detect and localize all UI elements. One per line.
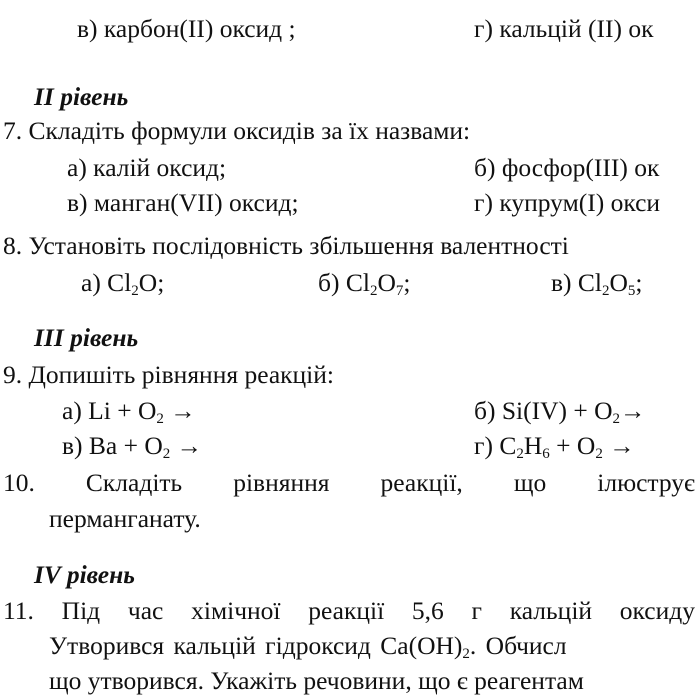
q9-g-sub1: 2 [516,446,524,462]
q6-option-g: г) кальцій (II) ок [474,14,654,43]
question-9: 9. Допишіть рівняння реакцій: [3,360,335,389]
q8-v-label: в) Cl [551,268,602,297]
q8-b-o: O [377,268,396,297]
q7-option-a: а) калій оксид; [67,153,227,182]
q6-option-v: в) карбон(II) оксид ; [77,14,296,43]
q9-a-sub: 2 [156,411,164,427]
q9-g-text2: H [523,431,543,460]
question-10-line-2: перманганату. [49,504,201,533]
q9-g-text3: + O [549,431,596,460]
q9-v-sub: 2 [162,446,171,462]
question-11-line-1: 11. Під час хімічної реакції 5,6 г кальцій оксиду [3,596,695,625]
q7-option-b: б) фосфор(III) ок [474,153,660,182]
q8-a-label: а) Cl [81,268,132,297]
q8-option-b [318,268,411,299]
q8-v-o: O [609,268,628,297]
q9-v-text: в) Ba + O [62,431,163,460]
q9-g-sub2: 6 [542,446,550,462]
q8-b-sub1: 2 [369,283,378,299]
q9-a-text: а) Li + O [62,396,157,425]
q9-option-v [62,431,203,462]
q8-a-sub: 2 [131,283,139,299]
q8-v-sub1: 2 [602,283,610,299]
q9-b-sub: 2 [612,411,621,427]
q9-option-g [474,431,635,462]
level-3-heading: III рівень [34,323,139,352]
question-11-line-3: що утворився. Укажіть речовини, що є реагентам [49,666,584,695]
q8-v-end: ; [635,268,643,297]
q9-g-text1: г) C [474,431,517,460]
q8-v-sub2: 5 [627,283,636,299]
question-11-line-2 [49,631,567,662]
q8-b-label: б) Cl [318,268,370,297]
question-8: 8. Установіть послідовність збільшення валентності [3,231,569,260]
q8-b-end: ; [403,268,411,297]
q9-v-arrow: → [170,431,203,460]
level-2-heading: II рівень [34,82,129,111]
q8-option-a [81,268,165,299]
q9-b-text: б) Si(IV) + O [474,396,613,425]
q9-a-arrow: → [163,396,196,425]
q11-l2-sub: 2 [462,646,470,662]
q8-option-v [551,268,643,299]
question-10-line-1: 10. Складіть рівняння реакції, що ілюструє [3,468,695,497]
q9-b-arrow: → [620,396,646,425]
q9-g-arrow: → [602,431,635,460]
q7-option-v: в) манган(VII) оксид; [67,188,299,217]
q9-option-b [474,396,646,427]
q9-option-a [62,396,196,427]
question-7: 7. Складіть формули оксидів за їх назвами: [3,116,471,145]
q11-l2-text: Утворився кальцій гідроксид Ca(OH) [49,631,463,660]
q8-b-sub2: 7 [395,283,404,299]
q9-g-sub3: 2 [595,446,603,462]
q7-option-g: г) купрум(І) окси [474,188,661,217]
level-4-heading: IV рівень [34,560,135,589]
q8-a-tail: O; [138,268,165,297]
q11-l2-tail: . Обчисл [469,631,567,660]
